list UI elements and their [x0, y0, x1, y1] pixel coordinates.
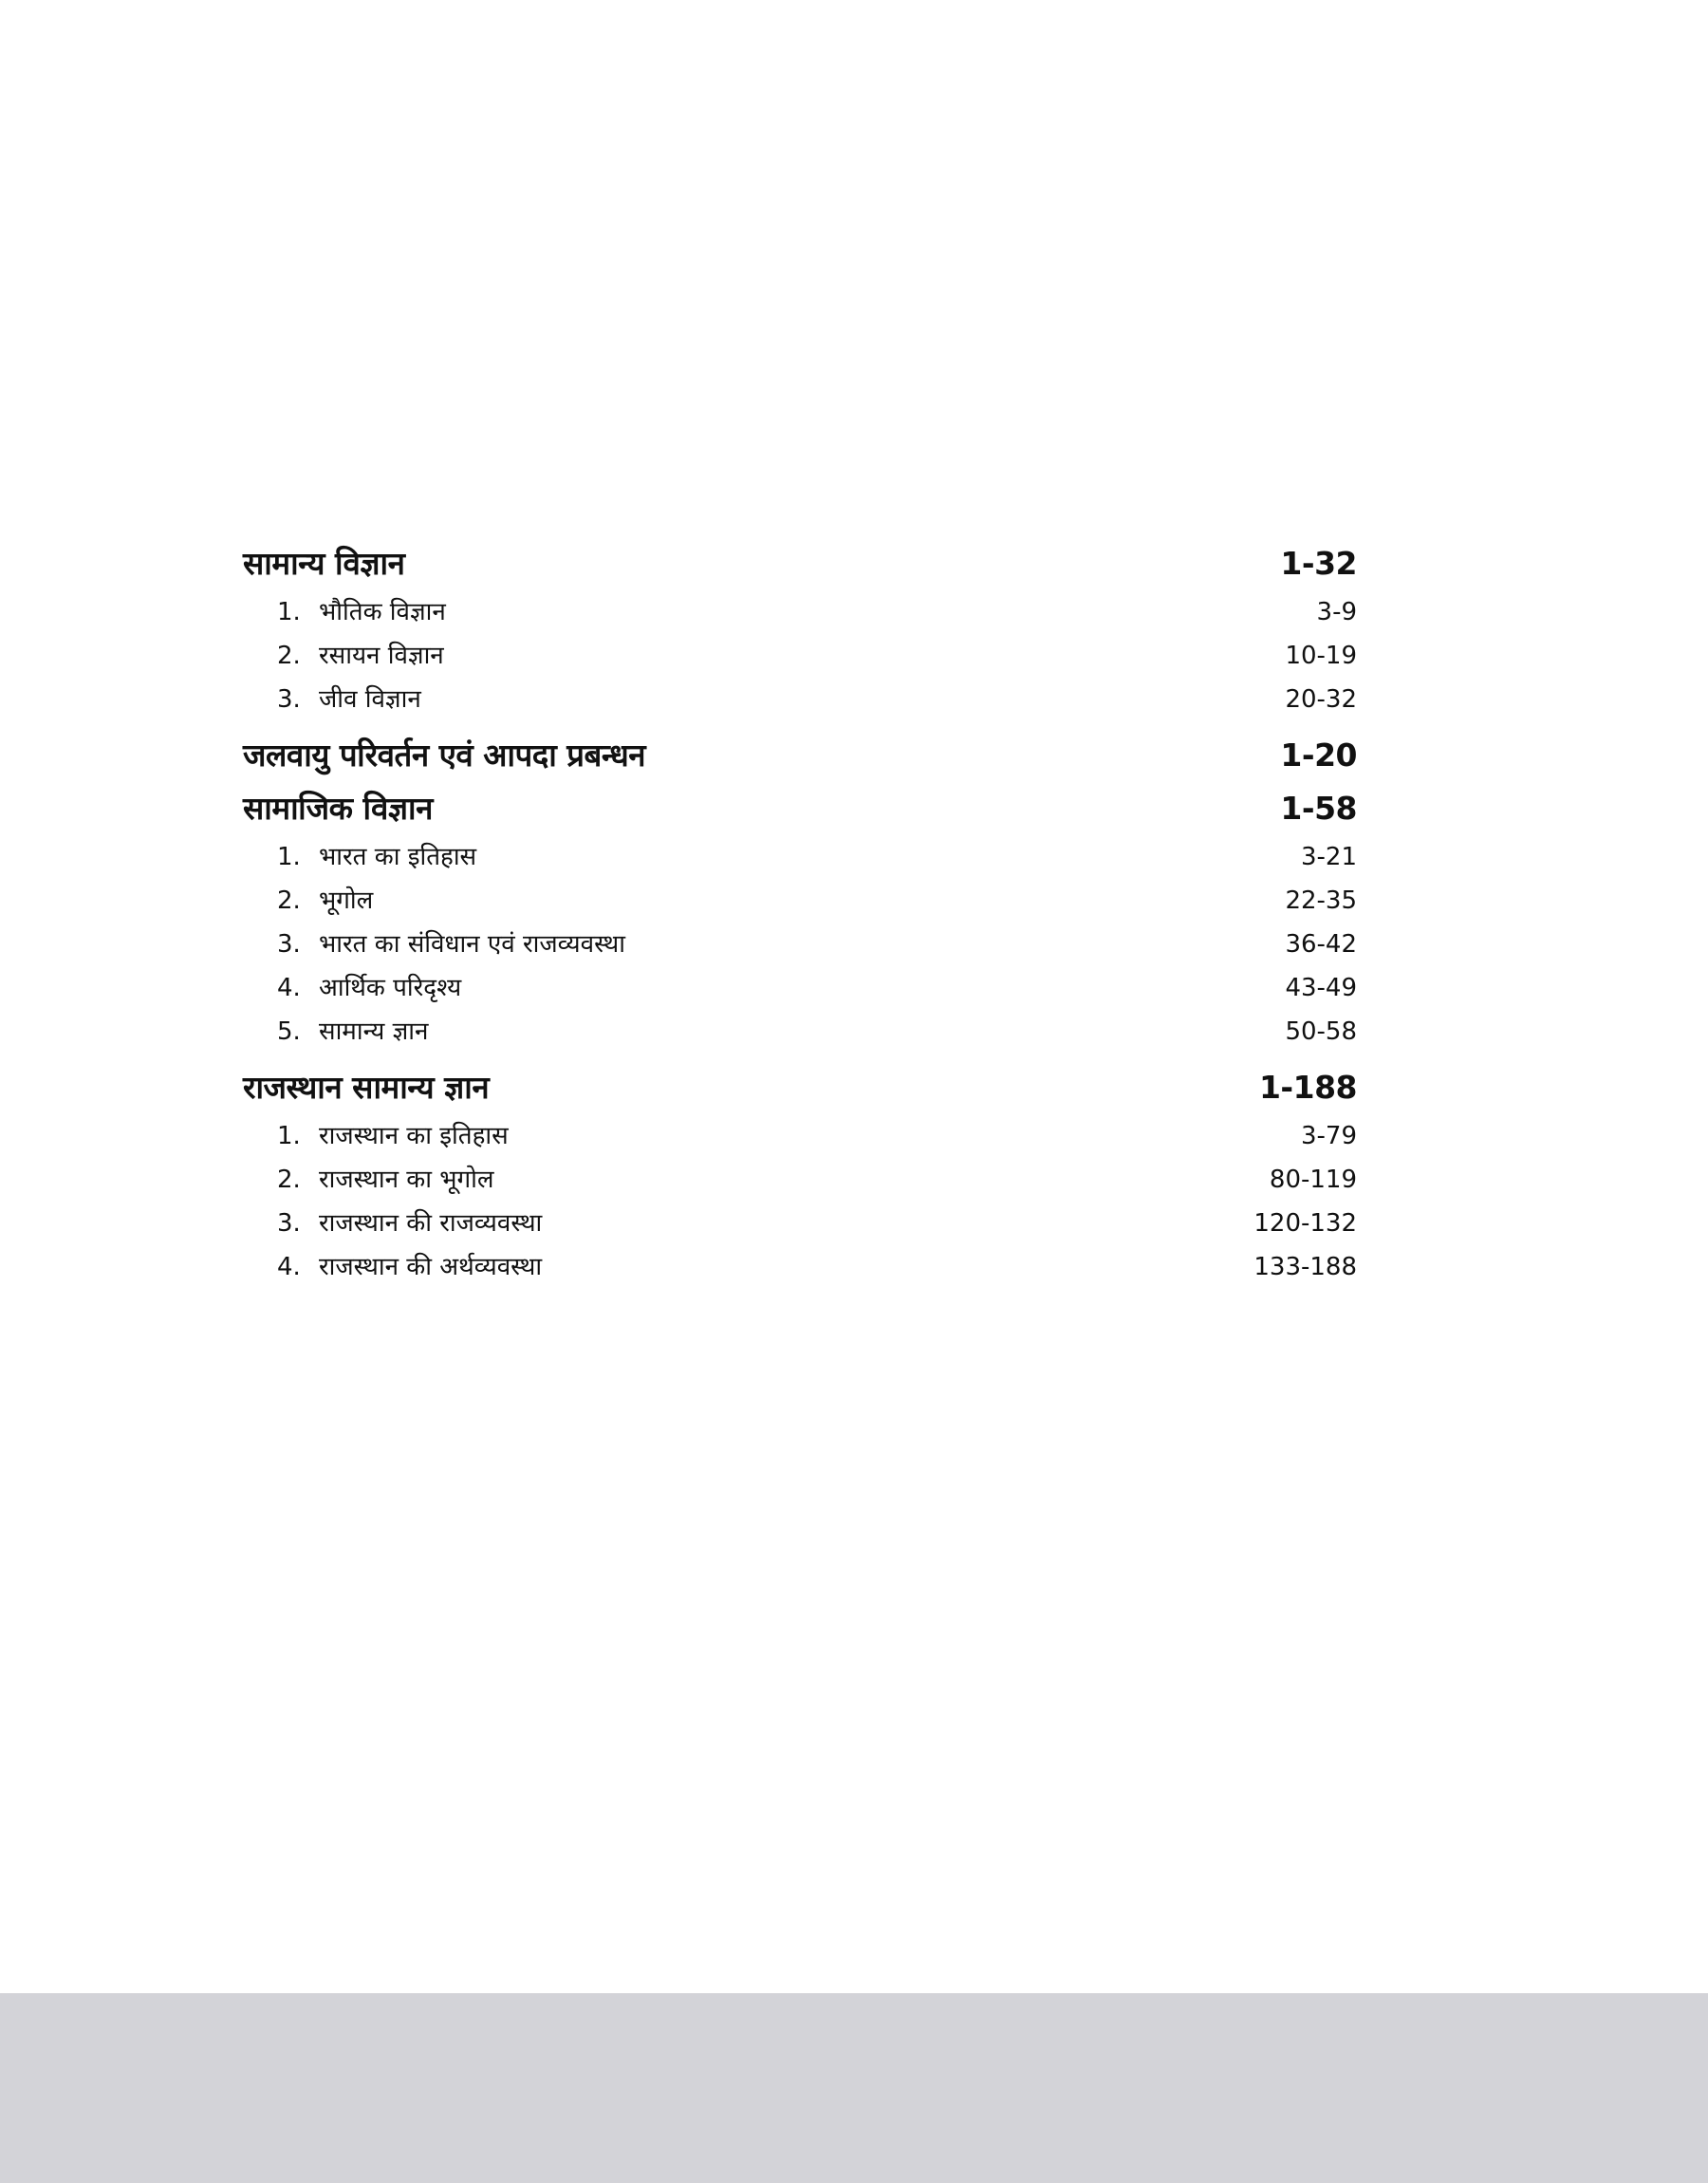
- toc-entry[interactable]: [243, 590, 1357, 634]
- entry-page-range: 36-42: [1285, 930, 1357, 959]
- toc-entry[interactable]: [243, 1202, 1357, 1245]
- entry-page-range: 120-132: [1253, 1209, 1357, 1238]
- entry-page-range: 133-188: [1253, 1253, 1357, 1281]
- entry-title: भारत का संविधान एवं राजव्यवस्था: [319, 930, 626, 959]
- entry-page-range: 3-21: [1300, 843, 1357, 871]
- entry-number: 1.: [277, 843, 301, 871]
- entry-page-range: 3-79: [1300, 1122, 1357, 1150]
- toc-entry[interactable]: [243, 678, 1357, 721]
- entry-number: 5.: [277, 1017, 301, 1046]
- section-page-range: 1-58: [1280, 790, 1357, 827]
- section-page-range: 1-20: [1280, 737, 1357, 774]
- entry-number: 3.: [277, 930, 301, 959]
- section-heading[interactable]: [243, 1061, 1357, 1114]
- entry-page-range: 3-9: [1316, 598, 1357, 626]
- section-heading[interactable]: [243, 729, 1357, 782]
- entry-page-range: 20-32: [1285, 685, 1357, 714]
- entry-number: 2.: [277, 1166, 301, 1194]
- entry-title: जीव विज्ञान: [319, 685, 421, 714]
- entry-number: 4.: [277, 974, 301, 1002]
- entry-page-range: 80-119: [1269, 1166, 1357, 1194]
- entry-title: भूगोल: [319, 886, 374, 915]
- section-heading[interactable]: [243, 537, 1357, 590]
- entry-number: 2.: [277, 886, 301, 915]
- entry-page-range: 10-19: [1285, 642, 1357, 670]
- toc-section-climate-change: [243, 729, 1357, 782]
- section-heading[interactable]: [243, 782, 1357, 835]
- entry-title: रसायन विज्ञान: [319, 642, 444, 670]
- entry-title: आर्थिक परिदृश्य: [319, 974, 462, 1002]
- entry-number: 3.: [277, 685, 301, 714]
- toc-entry[interactable]: [243, 835, 1357, 879]
- entry-title: राजस्थान का इतिहास: [319, 1122, 509, 1150]
- toc-entry[interactable]: [243, 879, 1357, 923]
- section-title: सामान्य विज्ञान: [243, 545, 405, 582]
- toc-entry[interactable]: [243, 923, 1357, 966]
- entry-title: राजस्थान का भूगोल: [319, 1166, 494, 1194]
- entry-title: भारत का इतिहास: [319, 843, 477, 871]
- toc-entry[interactable]: [243, 1245, 1357, 1289]
- toc-entry[interactable]: [243, 966, 1357, 1010]
- entry-number: 1.: [277, 598, 301, 626]
- entry-title: राजस्थान की राजव्यवस्था: [319, 1209, 543, 1238]
- entry-title: सामान्य ज्ञान: [319, 1017, 429, 1046]
- entry-page-range: 22-35: [1285, 886, 1357, 915]
- toc-section-general-science: [243, 537, 1357, 721]
- entry-number: 4.: [277, 1253, 301, 1281]
- toc-entry[interactable]: [243, 1158, 1357, 1202]
- entry-page-range: 43-49: [1285, 974, 1357, 1002]
- entry-title: भौतिक विज्ञान: [319, 598, 446, 626]
- toc-section-rajasthan-gk: [243, 1061, 1357, 1289]
- table-of-contents: [243, 537, 1357, 1289]
- toc-entry[interactable]: [243, 1010, 1357, 1054]
- section-title: राजस्थान सामान्य ज्ञान: [243, 1069, 490, 1106]
- entry-number: 1.: [277, 1122, 301, 1150]
- entry-number: 3.: [277, 1209, 301, 1238]
- footer-band: [0, 1993, 1708, 2183]
- section-title: सामाजिक विज्ञान: [243, 790, 433, 827]
- toc-entry[interactable]: [243, 634, 1357, 678]
- section-title: जलवायु परिवर्तन एवं आपदा प्रबन्धन: [243, 737, 646, 774]
- entry-title: राजस्थान की अर्थव्यवस्था: [319, 1253, 543, 1281]
- toc-entry[interactable]: [243, 1114, 1357, 1158]
- entry-number: 2.: [277, 642, 301, 670]
- section-page-range: 1-32: [1280, 545, 1357, 582]
- entry-page-range: 50-58: [1285, 1017, 1357, 1046]
- toc-section-social-science: [243, 782, 1357, 1054]
- section-page-range: 1-188: [1258, 1069, 1357, 1106]
